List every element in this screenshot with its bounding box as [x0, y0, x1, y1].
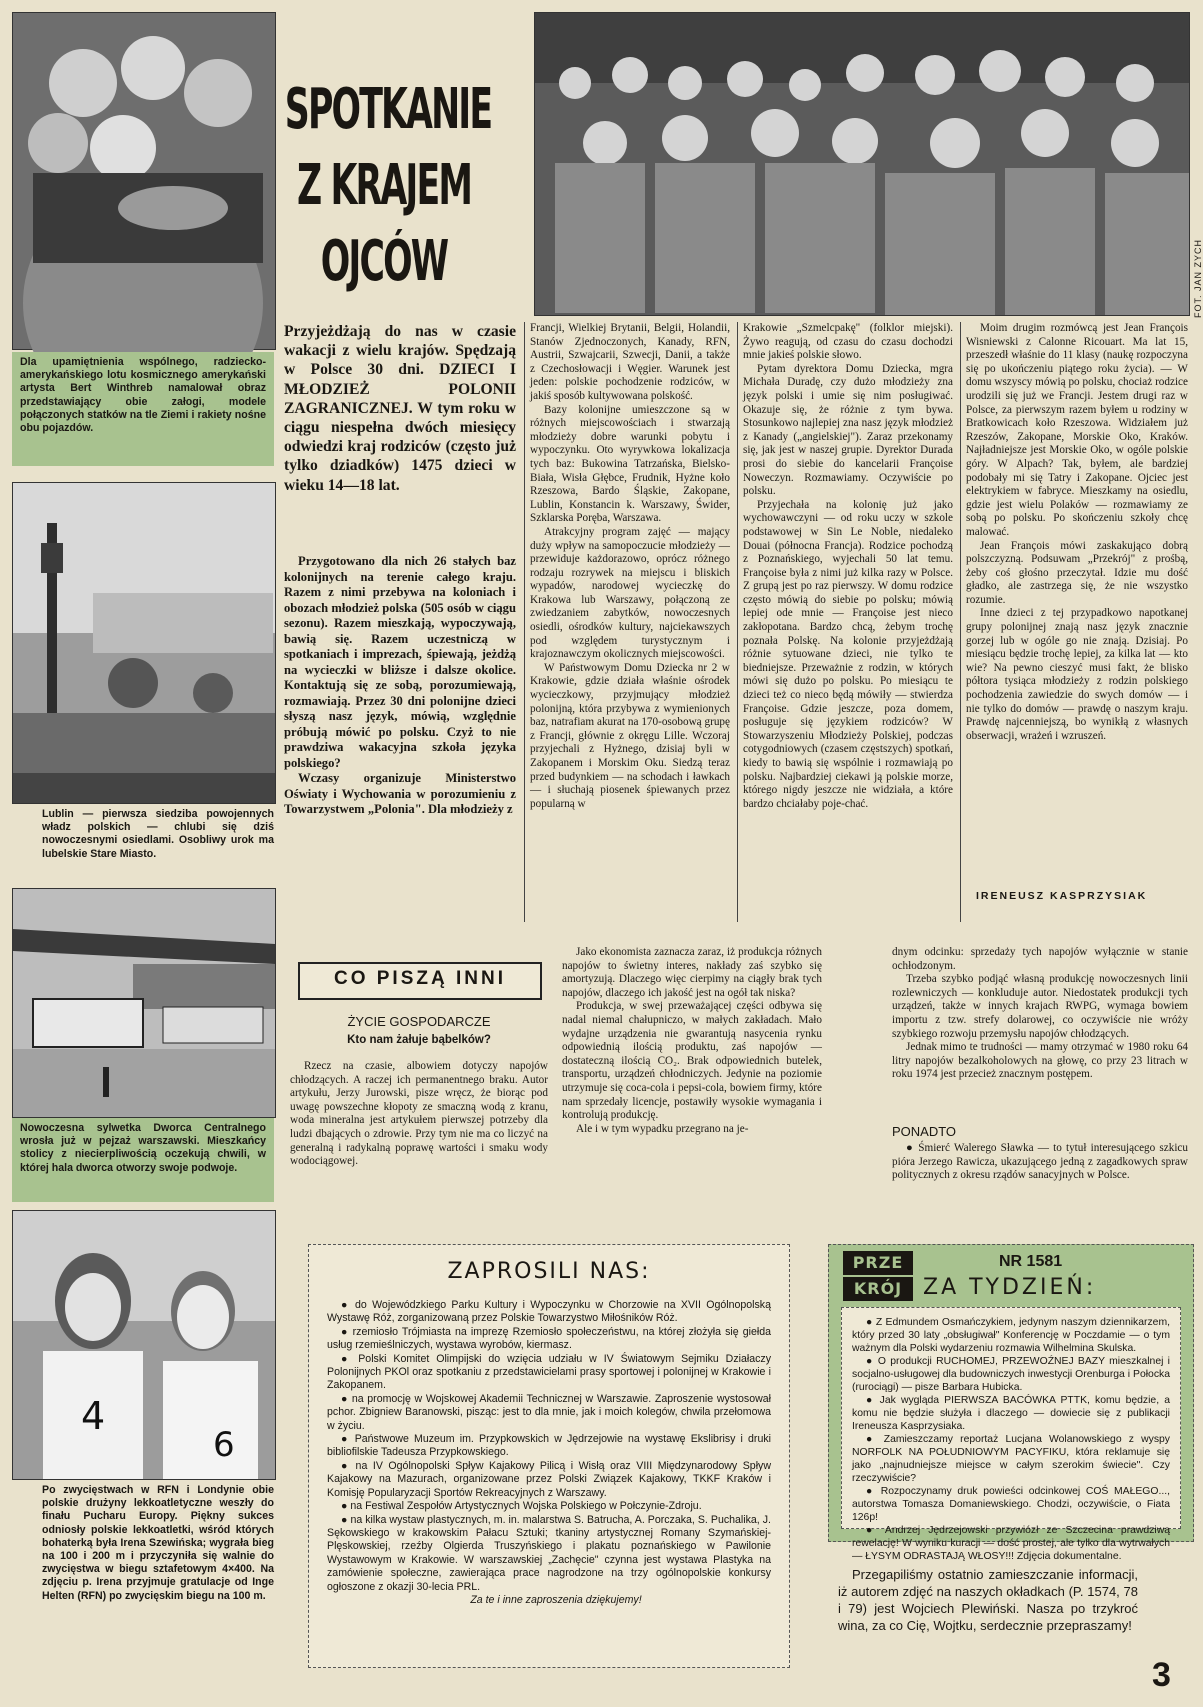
article-paragraph: Inne dzieci z tej przypadkowo napotkanej grupy polonijnej znają nasz język znacznie gorzej lub w ogóle go nie znają. Dzisiaj. Po miesiącu będzie trochę lepiej, za kilka lat — kto wie? Na pewno cieszyć musi fakt, że blisko półtora tysiąca młodzieży z rodzin polskiego pochodzenia zawiedzie do swych domów — i nie tylko do domów — prawdę o naszym kraju. Prawdę najcenniejszą, bo wynikłą z własnych obserwacji, wrażeń i wzruszeń.	[966, 607, 1188, 742]
headline-line-2: Z KRAJEM	[296, 153, 472, 218]
za-tydzien-item: ● Z Edmundem Osmańczykiem, jedynym naszym dziennikarzem, który przed 30 laty „obsługiwał" Konferencję w Poczdamie — o tym ważnym dla Polski wydarzeniu rozmawia Wilhelmina Skulska.	[852, 1317, 1170, 1354]
correction-note	[838, 1566, 1138, 1656]
lead-body-paragraph: Przygotowano dla nich 26 stałych baz kolonijnych na terenie całego kraju. Razem z nimi przebywa na koloniach i obozach młodzież polska (505 osób w ciągu sezonu). Razem mieszkają, wypoczywają, bawią się. Razem uczestniczą w spotkaniach i imprezach, śpiewają, jeżdżą na wycieczki w bliższe i dalsze okolice. Kontaktują się ze sobą, porozumiewają, rozmawiają. Przez 30 dni polonijne dzieci słyszą nasz język, mówią, względnie próbują mówić po polsku. Czyż to nie prawdziwa wakacyjna szkoła języka polskiego?	[284, 554, 516, 770]
polonia-children-photo	[534, 12, 1190, 316]
article-paragraph: Przyjechała na kolonię już jako wychowawczyni — od roku uczy w szkole podstawowej w Sin Le Noble, niedaleko Douai (północna Francja). Rodzice pochodzą z Poznańskiego, wyjechali 50 lat temu. Françoise była z nimi już kilka razy w Polsce. Z grupą jest po raz pierwszy. W domu rodzice często mówią do siebie po polsku; mówią lepiej ode mnie — Françoise jest nieco zakłopotana. Bardzo chcą, żebym trochę poznała Polskę. Na kolonie przyjeżdżają różnie sytuowane dzieci, nie tylko te biedniejsze. Przeważnie z rodzin, w których mówi się dużo po polsku. Po miesiącu te dzieci też co nieco będą mówiły — stwierdza Françoise. Gdzie jeszcze, poza domem, posługuje się językiem rodziców? W Stowarzyszeniu Młodzieży Polskiej, podczas cotygodniowych (czasem częstszych) spotkań, kiedy to bawią się wspólnie i rozmawiają po polsku. Najbardziej ciekawi ją polskie morze, którego nigdy jeszcze nie widziała, a które bardzo chciałaby poje-chać.	[743, 498, 953, 810]
za-tydzien-item: ● Rozpoczynamy druk powieści odcinkowej COŚ MAŁEGO..., autorstwa Tomasza Domaniewskiego. Chodzi, oczywiście, o Fiata 126p!	[852, 1486, 1170, 1523]
zaprosili-item: ● Państwowe Muzeum im. Przypkowskich w Jędrzejowie na wystawę Ekslibrisy i druki bibliofilskie Tadeusza Przypkowskiego.	[327, 1433, 771, 1459]
lublin-caption: Lublin — pierwsza siedziba powojennych władz polskich — chlubi się dziś nowoczesnymi osiedlami. Osobliwy urok ma lubelskie Stare Miasto.	[42, 808, 274, 860]
co-pisza-paragraph: Jako ekonomista zaznacza zaraz, iż produkcja różnych napojów to świetny interes, nakłady zaś szybko się amortyzują. Dlaczego więc cierpimy na ciągły brak tych napojów, dlaczego ich jakość jest na ogół tak niska?	[562, 946, 822, 999]
za-tydzien-list	[852, 1316, 1170, 1563]
co-pisza-column-1	[290, 1060, 548, 1230]
zaprosili-item: ● do Wojewódzkiego Parku Kultury i Wypoczynku w Chorzowie na XVII Ogólnopolską Wystawę Róż, zorganizowaną przez Polskie Towarzystwo Miłośników Róż.	[327, 1299, 771, 1325]
zaprosili-closing: Za te i inne zaproszenia dziękujemy!	[470, 1593, 642, 1606]
article-paragraph: Francji, Wielkiej Brytanii, Belgii, Holandii, Stanów Zjednoczonych, Kanady, RFN, Austrii, Szwajcarii, Szwecji, Danii, a także z Czechosłowacji i Węgier. Warunek jest jeden: polskie pochodzenie rodziców, w jakiś sposób kultywowana polskość.	[530, 322, 730, 402]
sport-caption: Po zwycięstwach w RFN i Londynie obie polskie drużyny lekkoatletyczne weszły do finału Pucharu Europy. Piękny sukces odniosły polskie lekkoatletki, wśród których bohaterką była Irena Szewińska; wygrała bieg na 100 i 200 m i przyczyniła się walnie do zwycięstwa w biegu sztafetowym 4×400. Na zdjęciu p. Irena przyjmuje gratulacje od Inge Helten (RFN) po zwycięskim biegu na 100 m.	[42, 1484, 274, 1602]
za-tydzien-title: ZA TYDZIEŃ:	[923, 1275, 1097, 1300]
zaprosili-item: ● rzemiosło Trójmiasta na imprezę Rzemiosło społeczeństwu, na której złożyła się giełda usług rzemieślniczych, wystawa wyrobów, kiermasz.	[327, 1325, 771, 1352]
co-pisza-paragraph: Jednak mimo te trudności — mamy otrzymać w 1980 roku 64 litry napojów bezalkoholowych na głowę, co przy 23 litrach w roku 1974 jest przecież znacznym postępem.	[892, 1041, 1188, 1081]
przekroj-logo-top: PRZE	[843, 1251, 913, 1275]
article-column-2	[530, 322, 730, 922]
co-pisza-paragraph: Rzecz na czasie, albowiem dotyczy napojów chłodzących. A raczej ich permanentnego braku. Autor artykułu, Jerzy Jurowski, pisze wręcz, że biorąc pod uwagę powszechne kłopoty ze smaczną wodą z kranu, woda mineralna jest artykułem pierwszej potrzeby dla ludzi dbających o zdrowie. Przy tym nie ma co liczyć na generalną i radykalną poprawę wartości i smaku wody wodociągowej.	[290, 1060, 548, 1168]
article-lead-body	[284, 554, 516, 926]
zaprosili-item: ● na Festiwal Zespołów Artystycznych Wojska Polskiego w Połczynie-Zdroju.	[341, 1500, 702, 1513]
co-pisza-paragraph: Ale i w tym wypadku przegrano na je-	[576, 1122, 749, 1135]
za-tydzien-item: ● O produkcji RUCHOMEJ, PRZEWOŹNEJ BAZY mieszkalnej i socjalno-usługowej dla budowniczych inwestycji Orenburga i Połocka (rurociągi) — pisze Barbara Hubicka.	[852, 1356, 1170, 1393]
astronauts-painting-photo	[12, 12, 276, 350]
za-tydzien-item: ● Zamieszczamy reportaż Lucjana Wolanowskiego z wyspy NORFOLK NA POŁUDNIOWYM PACYFIKU, która reklamuje się jako „najnudniejsze miejsce w całym szerokim świecie". Czy rzeczywiście?	[852, 1434, 1170, 1484]
ponadto-heading: PONADTO	[892, 1124, 957, 1139]
co-pisza-inni-title: CO PISZĄ INNI	[298, 962, 542, 1000]
zaprosili-box	[308, 1244, 790, 1668]
co-pisza-subtitle: Kto nam żałuje bąbelków?	[347, 1034, 491, 1046]
zaprosili-item: ● na IV Ogólnopolski Spływ Kajakowy Pilicą i Wisłą oraz VIII Międzynarodowy Spływ Kajakowy na Mazurach, organizowane przez Polski Związek Kajakowy, TKKF Kraków i Komisję Popularyzacji Sportów Rekreacyjnych z Warszawy.	[327, 1459, 771, 1499]
article-column-4	[966, 322, 1188, 892]
zaprosili-title: ZAPROSILI NAS:	[447, 1259, 651, 1284]
ponadto-text	[892, 1142, 1188, 1212]
za-tydzien-box	[828, 1244, 1194, 1562]
correction-paragraph: Przegapiliśmy ostatnio zamieszczanie informacji, iż autorem zdjęć na naszych okładkach (P. 1574, 78 i 79) jest Wojciech Plewiński. Nasza po trzykroć wina, za co Cię, Wojtku, serdecznie przepraszamy!	[838, 1567, 1138, 1633]
headline-line-1: SPOTKANIE	[284, 77, 492, 142]
issue-number: NR 1581	[999, 1253, 1063, 1270]
article-paragraph: W Państwowym Domu Dziecka nr 2 w Krakowie, gdzie działa właśnie ośrodek wycieczkowy, przyjmujący młodzież polonijną, która przybywa z wymienionych baz, natrafiam akurat na 170-osobową grupę z Francji, głównie z okręgu Lille. Wczoraj przyjechali z Hyżnego, dzisiaj byli w Zakopanem i Morskim Oku. Siedzą teraz przed budynkiem — na schodach i ławkach — i słuchają piosenek śpiewanych przez popularną w	[530, 661, 730, 810]
co-pisza-source: ŻYCIE GOSPODARCZE	[347, 1014, 491, 1029]
co-pisza-column-2	[562, 946, 822, 1236]
article-paragraph: Moim drugim rozmówcą jest Jean François Wisniewski z Calonne Ricouart. Ma lat 15, przeszedł właśnie do 11 klasy (naukę rozpoczyna się po ukończeniu piątego roku życia). — W domu wszyscy mówią po polsku, chociaż rodzice urodzili się już we Francji. Jestem drugi raz w Polsce, za pierwszym razem byłem u rodziny w Bratkowicach koło Rzeszowa. Widziałem już Rzeszów, Zakopane, Morskie Oko, Kraków. Najładniejsze jest Morskie Oko, w ogóle polskie góry. W Alpach? Tak, byłem, ale bardziej podobały mi się Tatry i Zakopane. Ojciec jest elektrykiem w fabryce. Mieszkamy na osiedlu, gdzie jest wielu Polaków — rozmawiamy ze sobą po polsku. Po skończeniu szkoły chcę malować.	[966, 322, 1188, 538]
column-divider	[524, 322, 525, 922]
zaprosili-list	[327, 1299, 771, 1607]
svg-text:6: 6	[213, 1425, 235, 1465]
zaprosili-item: ● na promocję w Wojskowej Akademii Technicznej w Warszawie. Zaproszenie wystosował pchor. Zbigniew Baranowski, pisząc: jest to dla mnie, jak i moich kolegów, chwila przełomowa w życiu.	[327, 1392, 771, 1432]
za-tydzien-item: ● Jak wygląda PIERWSZA BACÓWKA PTTK, komu będzie, a komu nie będzie służyła i dlaczego — dowiecie się z publikacji Ireneusza Kasprzysiaka.	[852, 1395, 1170, 1432]
lead-body-paragraph: Wczasy organizuje Ministerstwo Oświaty i Wychowania w porozumieniu z Towarzystwem „Polonia". Dla młodzieży z	[284, 771, 516, 816]
co-pisza-paragraph: Produkcja, w swej przeważającej części odbywa się nadal niemal chałupniczo, w małych zakładach. Mało wydajne urządzenia nie gwarantują nasycenia rynku odpowiednią ilością produktu, zaś napojów — dostateczną ilością CO₂. Brak odpowiednich butelek, transportu, urządzeń chłodniczych. Jedynie na poziomie utrzymuje się coca-cola i pepsi-cola, bowiem firmy, które nam sprzedały licencje, postawiły wysokie wymagania i kontrolują produkcję.	[562, 1000, 822, 1122]
svg-text:4: 4	[81, 1394, 106, 1438]
co-pisza-column-3	[892, 946, 1188, 1122]
article-column-3	[743, 322, 953, 922]
sport-photo	[12, 1210, 276, 1480]
lublin-photo	[12, 482, 276, 804]
article-headline	[284, 70, 492, 310]
article-paragraph: Bazy kolonijne umieszczone są w różnych miejscowościach i stwarzają młodzieży dobre warunki pobytu i wypoczynku. Oto wyrywkowa lokalizacja tych baz: Bukowina Tatrzańska, Bielsko-Biała, Wisła Głębce, Frudnik, Hyżne koło Rzeszowa, Bardo Śląskie, Zakopane, Lublin, Konstancin k. Warszawy, Świder, Szklarska Poręba, Warszawa.	[530, 403, 730, 525]
article-paragraph: Jean François mówi zaskakująco dobrą polszczyzną. Podsuwam „Przekrój" z prośbą, żeby coś głośno przeczytał. Idzie mu dość gładko, ale zastrzega się, że nie wszystko rozumie.	[966, 539, 1188, 606]
dworzec-photo	[12, 888, 276, 1118]
dworzec-caption: Nowoczesna sylwetka Dworca Centralnego wrosła już w pejzaż warszawski. Mieszkańcy stolicy z niecierpliwością oczekują chwili, w której hala dworca otworzy swoje podwoje.	[12, 1118, 274, 1202]
column-divider	[737, 322, 738, 922]
article-paragraph: Atrakcyjny program zajęć — mający duży wpływ na samopoczucie młodzieży — przewiduje każdorazowo, oprócz różnego rodzaju rozrywek na miejscu i bliskich wypadów, narodowej wycieczkę do Krakowa lub Warszawy, połączoną ze zwiedzaniem zabytków, nowoczesnych osiedli, ośrodków kultury, najciekawszych pod względem turystycznym i krajoznawczym okolicznych miejscowości.	[530, 525, 730, 661]
zaprosili-item: ● na kilka wystaw plastycznych, m. in. malarstwa S. Batrucha, A. Porczaka, S. Puchalika, J. Sękowskiego w krakowskim Pałacu Sztuki; tkaniny artystycznej Romany Szymańskiej-Plęskowskiej, rzeźby Olgierda Truszyńskiego i plakatu poznańskiego w Pawilonie Wystawowym w Krakowie. W warszawskiej „Zachęcie" czynna jest wystawa Plastyka na zamówienie społeczne, zawierająca prace nagrodzone na trzy ogólnopolskie konkursy ogłoszone z okazji 30-lecia PRL.	[327, 1513, 771, 1593]
zaprosili-item: ● Polski Komitet Olimpijski do wzięcia udziału w IV Światowym Sejmiku Działaczy Polonijnych PKOl oraz spotkaniu z przedstawicielami prasy sportowej i polonijnej w Krakowie i Zakopanem.	[327, 1352, 771, 1392]
astronauts-caption: Dla upamiętnienia wspólnego, radziecko-amerykańskiego lotu kosmicznego amerykański artysta Bert Winthreb namalował obraz przedstawiający obie załogi, modele połączonych statków na tle Ziemi i rakiety nośne obu pojazdów.	[12, 352, 274, 466]
za-tydzien-inner	[841, 1307, 1181, 1562]
ponadto-paragraph: ● Śmierć Walerego Sławka — to tytuł interesującego szkicu pióra Jerzego Rawicza, ukazującego jedną z zagadkowych spraw politycznych z okresu rządów sanacyjnych w Polsce.	[892, 1142, 1188, 1182]
article-paragraph: Pytam dyrektora Domu Dziecka, mgra Michała Duradę, czy dużo młodzieży zna język polski i umie się nim posługiwać. Okazuje się, że różnie z tym bywa. Stosunkowo najlepiej zna nasz język młodzież z Kanady („angielskiej"). Zaraz przekonamy się, jak jest w naszej grupie. Dyrektor Durada prosi do siebie do kancelarii Françoise Noweczyn. Rozmawiamy. Oczywiście po polsku.	[743, 362, 953, 498]
article-paragraph: Krakowie „Szmelcpakę" (folklor miejski). Żywo reagują, od czasu do czasu dochodzi mnie jakieś polskie słowo.	[743, 322, 953, 362]
headline-line-3: OJCÓW	[320, 229, 448, 294]
co-pisza-paragraph: Trzeba szybko podjąć własną produkcję nowoczesnych linii rozlewniczych — konkluduje autor. Niedostatek produkcji tych urządzeń, także w innych krajach RWPG, wymaga bowiem importu z tzw. strefy dolarowej, co oczywiście nie wróży szybkiego rozwoju przemysłu napojów chłodzących.	[892, 973, 1188, 1040]
article-lead: Przyjeżdżają do nas w czasie wakacji z wielu krajów. Spędzają w Polsce 30 dni. DZIECI I MŁODZIEŻ POLONII ZAGRANICZNEJ. W tym roku w ciągu niespełna dwóch miesięcy odwiedzi kraj rodziców (często już tylko dziadków) 1475 dzieci w wieku 14—18 lat.	[284, 323, 516, 494]
za-tydzien-item: ● Andrzej Jędrzejowski przywiózł ze Szczecina prawdziwą rewelację! W wyniku kuracji — dość prostej, ale tylko dla wytrwałych — ŁYSYM ODRASTAJĄ WŁOSY!!! Zdjęcia dokumentalne.	[852, 1525, 1170, 1562]
przekroj-logo-bottom: KRÓJ	[843, 1277, 913, 1301]
page-number: 3	[1152, 1656, 1171, 1694]
co-pisza-paragraph: dnym odcinku: sprzedaży tych napojów wyłącznie w stanie ochłodzonym.	[892, 946, 1188, 972]
article-signature: IRENEUSZ KASPRZYSIAK	[976, 890, 1148, 902]
photo-credit: FOT. JAN ZYCH	[1193, 238, 1203, 318]
column-divider	[960, 322, 961, 922]
